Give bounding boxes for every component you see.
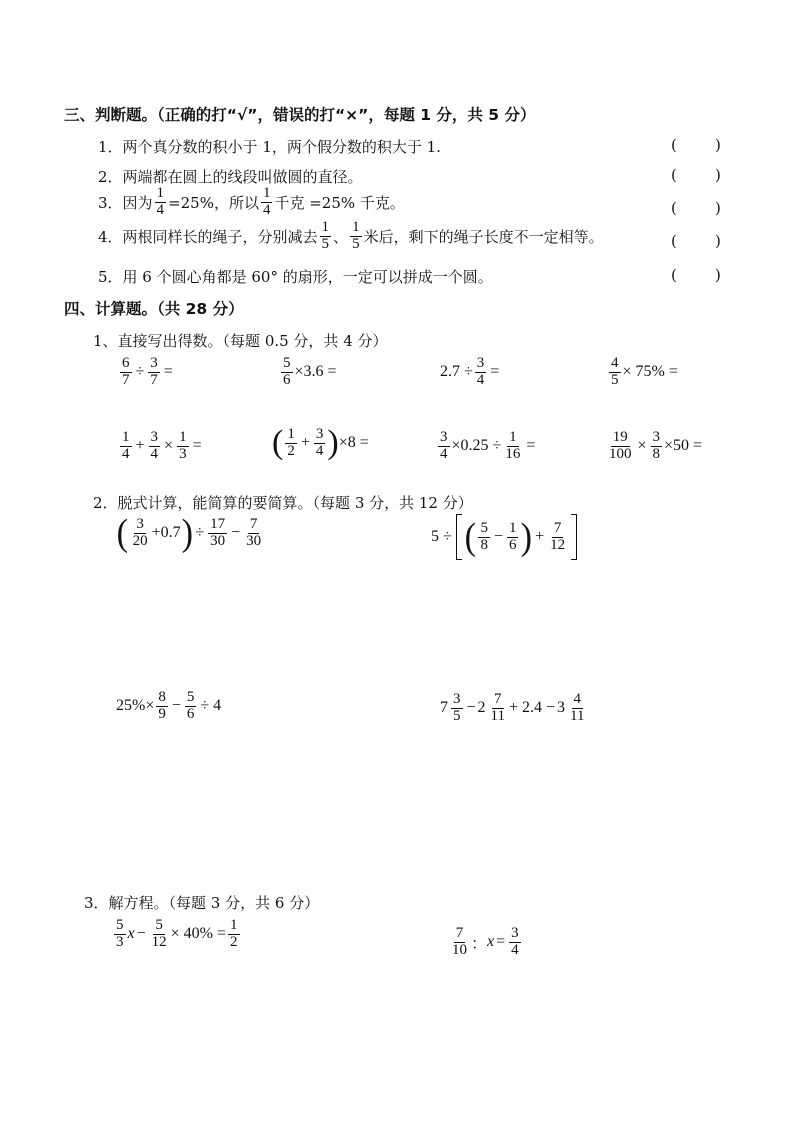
fraction: [120, 430, 132, 463]
numerator: 5: [155, 917, 163, 933]
numerator: 7: [494, 691, 502, 707]
fraction: [451, 692, 463, 725]
judge-item-2: 2．两端都在圆上的线段叫做圆的直径。: [98, 168, 363, 186]
fraction: [155, 186, 167, 219]
denominator: 6: [508, 536, 517, 553]
fraction: [114, 918, 126, 951]
equals: =: [490, 363, 500, 381]
right-bracket: [571, 514, 577, 560]
judge-item-4: [98, 220, 604, 253]
fraction: [548, 521, 567, 554]
operator-mid: × 40% =: [170, 925, 227, 943]
ratio-colon: ：: [471, 935, 488, 953]
right-paren: ): [327, 424, 339, 461]
denominator: 8: [480, 536, 488, 553]
denominator: 6: [186, 705, 195, 722]
fraction: [607, 430, 634, 463]
item3-pre: 3．因为: [98, 193, 153, 212]
whole-number: 2: [477, 699, 486, 717]
denominator: 9: [158, 705, 166, 722]
fraction: [450, 926, 469, 959]
numerator: 3: [315, 425, 324, 442]
item4-post: 米后，剩下的绳子长度不一定相等。: [363, 227, 604, 246]
numerator: 7: [455, 925, 464, 941]
numerator: 3: [150, 429, 159, 445]
numerator: 5: [480, 519, 488, 536]
judge-item-1: 1．两个真分数的积小于 1，两个假分数的积大于 1.: [98, 138, 441, 156]
numerator: 17: [210, 515, 226, 532]
equation-2: [448, 926, 523, 959]
operator: +: [300, 434, 310, 451]
equation-1: [112, 918, 242, 951]
judge-item-3: [98, 186, 405, 219]
fraction: [150, 918, 169, 951]
denominator: 30: [246, 532, 262, 549]
operator: −: [136, 925, 146, 943]
calc-q8: [605, 430, 702, 463]
right-paren: ): [521, 516, 533, 558]
calc-q3: [440, 356, 501, 389]
numerator: 3: [652, 429, 661, 445]
fraction: [156, 690, 168, 723]
numerator: 1: [508, 519, 517, 536]
operator: ÷: [195, 524, 205, 541]
calc-q7: [436, 430, 537, 463]
operator-rest: × 75% =: [622, 363, 678, 381]
denominator: 4: [511, 941, 519, 958]
section4-heading: 四、计算题。（共 28 分）: [64, 300, 244, 318]
fraction: [120, 356, 132, 389]
answer-paren-3[interactable]: ( ): [671, 199, 721, 217]
fraction: [509, 926, 521, 959]
variable-x: x: [487, 933, 495, 951]
fraction: [314, 427, 326, 460]
operator: −: [493, 528, 503, 545]
numerator: 1: [156, 185, 165, 201]
left-bracket: [456, 514, 462, 560]
calc-q2: [279, 356, 337, 389]
denominator: 8: [652, 445, 661, 462]
operand: 5 ÷: [431, 528, 452, 545]
denominator: 4: [150, 445, 159, 462]
numerator: 3: [511, 925, 519, 941]
fraction: [507, 521, 519, 554]
operand: 2.7 ÷: [440, 363, 473, 381]
numerator: 1: [509, 429, 517, 445]
denominator: 4: [440, 445, 448, 462]
numerator: 3: [150, 355, 158, 371]
numerator: 3: [440, 429, 448, 445]
fraction: [651, 430, 663, 463]
numerator: 3: [136, 515, 144, 532]
fraction: [148, 356, 160, 389]
left-paren: (: [116, 512, 129, 554]
fraction: [609, 356, 621, 389]
calc-q5: [118, 430, 204, 463]
fraction: [438, 430, 450, 463]
denominator: 2: [230, 933, 238, 950]
denominator: 7: [122, 371, 130, 388]
item4-pre: 4．两根同样长的绳子，分别减去: [98, 227, 318, 246]
whole-number: 3: [557, 699, 566, 717]
denominator: 2: [287, 442, 295, 459]
operator: ×: [164, 437, 174, 455]
operator: −: [231, 524, 241, 541]
numerator: 1: [122, 429, 130, 445]
fraction: [478, 521, 490, 554]
operator-mid: + 2.4 −: [508, 699, 556, 717]
operator: −: [171, 697, 181, 715]
numerator: 4: [573, 691, 581, 707]
answer-paren-5[interactable]: ( ): [671, 266, 721, 284]
fraction: [261, 186, 273, 219]
item4-mid: 、: [333, 227, 349, 246]
operand: 25%×: [116, 697, 155, 715]
equals: =: [192, 437, 202, 455]
whole-number: 7: [440, 699, 448, 717]
item3-post: 千克 =25% 千克。: [274, 193, 405, 212]
fraction: [285, 427, 297, 460]
denominator: 10: [452, 941, 467, 958]
denominator: 30: [210, 532, 226, 549]
operator-rest: ×8 =: [338, 434, 369, 451]
denominator: 3: [116, 933, 124, 950]
expr-4: [440, 692, 588, 725]
operator: ÷: [135, 363, 145, 381]
denominator: 3: [179, 445, 187, 462]
expr-1: [116, 514, 265, 552]
denominator: 4: [156, 201, 165, 218]
variable-x: x: [127, 925, 135, 943]
numerator: 7: [553, 519, 562, 536]
denominator: 20: [132, 532, 148, 549]
operator: −: [466, 699, 476, 717]
calc-q4: [607, 356, 678, 389]
numerator: 7: [249, 515, 258, 532]
denominator: 6: [283, 371, 291, 388]
fraction: [131, 517, 150, 550]
denominator: 5: [321, 235, 330, 252]
numerator: 1: [287, 425, 295, 442]
fraction: [228, 918, 240, 951]
numerator: 4: [611, 355, 619, 371]
judge-item-5: 5．用 6 个圆心角都是 60° 的扇形，一定可以拼成一个圆。: [98, 268, 493, 286]
denominator: 4: [262, 201, 271, 218]
fraction: [475, 356, 487, 389]
fraction: [350, 220, 362, 253]
numerator: 1: [262, 185, 271, 201]
part3-title: 3．解方程。（每题 3 分，共 6 分）: [84, 894, 320, 912]
fraction: [208, 517, 227, 550]
fraction: [568, 692, 586, 725]
equals: =: [526, 437, 536, 455]
expr-2: [431, 514, 577, 560]
left-paren: (: [464, 516, 476, 558]
operator: +: [135, 437, 145, 455]
numerator: 1: [179, 429, 187, 445]
fraction: [177, 430, 189, 463]
fraction: [503, 430, 522, 463]
numerator: 3: [453, 691, 461, 707]
denominator: 16: [505, 445, 521, 462]
answer-paren-1[interactable]: ( ): [671, 136, 721, 154]
denominator: 11: [490, 707, 505, 724]
operator-mid: ×0.25 ÷: [451, 437, 502, 455]
operator: ×: [637, 437, 647, 455]
operator-rest: ÷ 4: [200, 697, 222, 715]
denominator: 5: [611, 371, 619, 388]
denominator: 4: [122, 445, 130, 462]
numerator: 5: [186, 689, 195, 705]
operator-rest: ×50 =: [664, 437, 703, 455]
denominator: 100: [609, 445, 632, 462]
fraction: [281, 356, 293, 389]
fraction: [320, 220, 332, 253]
denominator: 5: [453, 707, 461, 724]
denominator: 7: [150, 371, 158, 388]
answer-paren-2[interactable]: ( ): [671, 166, 721, 184]
equals: =: [496, 933, 506, 951]
numerator: 1: [230, 917, 238, 933]
numerator: 1: [352, 219, 360, 235]
denominator: 11: [570, 707, 585, 724]
right-paren: ): [181, 512, 193, 554]
numerator: 19: [612, 429, 628, 445]
denominator: 12: [550, 536, 566, 553]
part2-title: 2．脱式计算，能简算的要简算。（每题 3 分，共 12 分）: [93, 494, 473, 512]
answer-paren-4[interactable]: ( ): [671, 232, 721, 250]
fraction: [489, 692, 507, 725]
operator: +: [535, 528, 545, 545]
denominator: 4: [476, 371, 485, 388]
numerator: 5: [283, 355, 291, 371]
numerator: 8: [158, 689, 166, 705]
fraction: [149, 430, 161, 463]
part1-title: 1、直接写出得数。（每题 0.5 分，共 4 分）: [93, 332, 388, 350]
calc-q6: [272, 426, 369, 460]
numerator: 3: [476, 355, 485, 371]
equals: =: [163, 363, 173, 381]
left-paren: (: [272, 424, 284, 461]
denominator: 5: [352, 235, 360, 252]
denominator: 12: [151, 933, 167, 950]
section3-heading: 三、判断题。（正确的打“√”，错误的打“×”，每题 1 分，共 5 分）: [64, 106, 536, 124]
item3-mid: =25%，所以: [168, 193, 259, 212]
calc-q1: [118, 356, 175, 389]
denominator: 4: [315, 442, 324, 459]
numerator: 1: [321, 219, 330, 235]
operator-rest: ×3.6 =: [294, 363, 337, 381]
numerator: 5: [116, 917, 124, 933]
fraction: [185, 690, 197, 723]
numerator: 6: [122, 355, 130, 371]
operator: +0.7: [151, 524, 181, 541]
fraction: [244, 517, 263, 550]
expr-3: [116, 690, 221, 723]
